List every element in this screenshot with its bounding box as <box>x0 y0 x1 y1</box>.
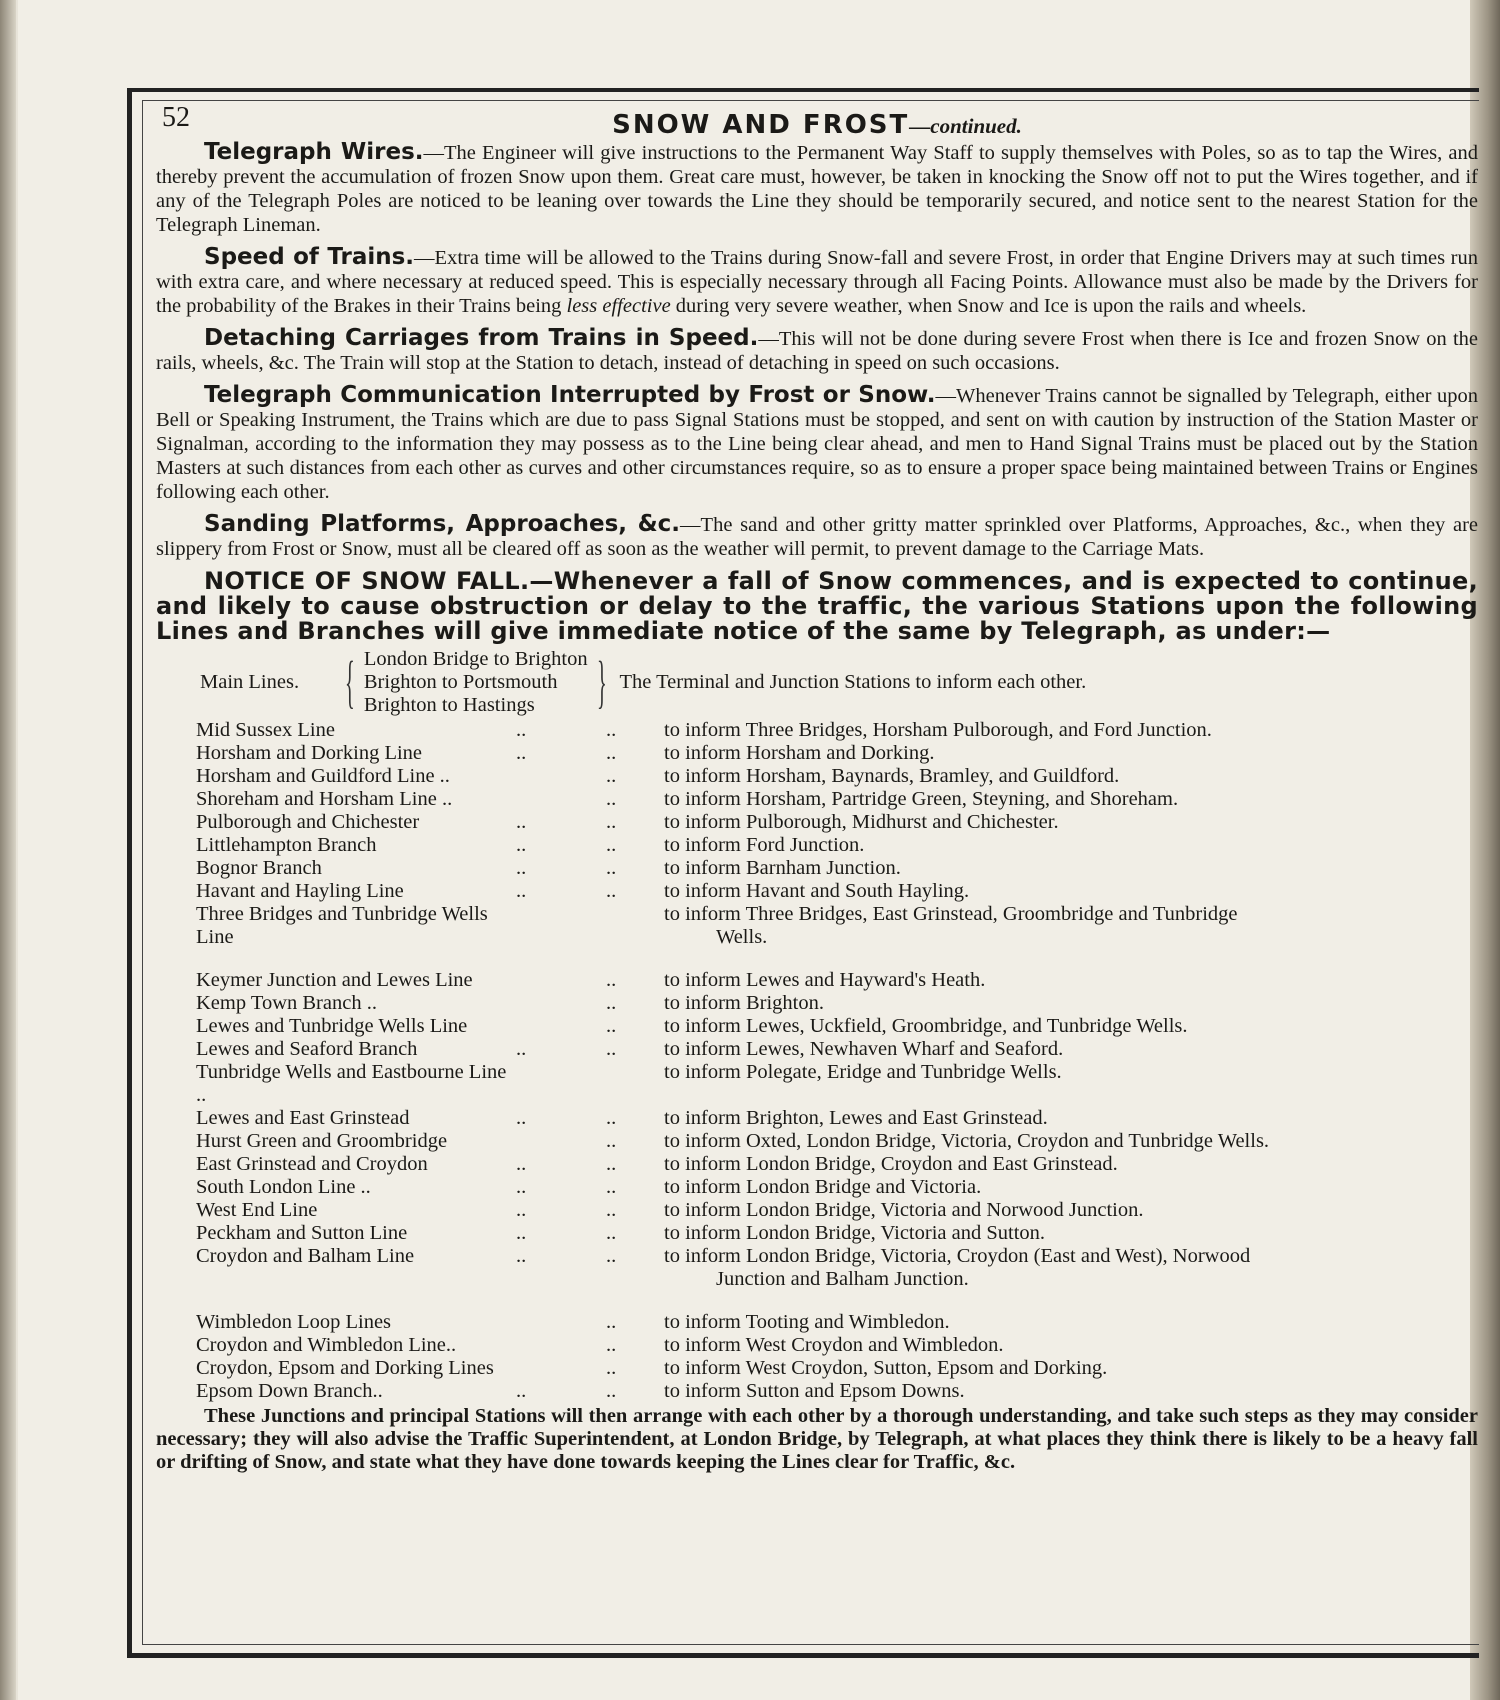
leader-dots <box>606 1061 664 1107</box>
main-line-item: Brighton to Portsmouth <box>363 671 558 693</box>
table-row <box>196 1107 1384 1130</box>
line-name: Kemp Town Branch .. <box>196 992 377 1014</box>
table-row <box>196 1176 1384 1199</box>
line-name: Horsham and Dorking Line <box>196 742 423 764</box>
table-row <box>196 1199 1384 1222</box>
book-left-edge <box>0 0 16 1700</box>
destination-continuation: Junction and Balham Junction. <box>716 1268 969 1290</box>
destination: to inform Havant and South Hayling. <box>664 880 970 902</box>
paragraph-heading: Speed of Trains. <box>204 244 415 270</box>
line-name: Mid Sussex Line <box>196 719 335 741</box>
leader-dots: .. <box>606 1038 617 1060</box>
leader-dots: .. <box>516 1380 527 1402</box>
leader-dots: .. <box>606 742 617 764</box>
table-row <box>196 1130 1384 1153</box>
leader-dots <box>516 1311 606 1334</box>
destination: to inform Ford Junction. <box>664 834 865 856</box>
destination: to inform West Croydon, Sutton, Epsom and Dorking. <box>664 1357 1108 1379</box>
main-lines-label: Main Lines. <box>200 671 300 693</box>
right-brace: } <box>596 649 607 715</box>
line-name: Epsom Down Branch.. <box>196 1380 383 1402</box>
destination: to inform London Bridge and Victoria. <box>664 1176 982 1198</box>
destination-line: to inform London Bridge, Victoria, Croydon (East and West), Norwood <box>664 1245 1251 1267</box>
leader-dots: .. <box>606 1311 617 1333</box>
line-name: Croydon and Wimbledon Line.. <box>196 1334 457 1356</box>
table-row <box>196 834 1384 857</box>
table-row <box>196 1245 1384 1291</box>
leader-dots <box>516 1015 606 1038</box>
leader-dots: .. <box>606 811 617 833</box>
destination: to inform Pulborough, Midhurst and Chichester. <box>664 811 1059 833</box>
destination: to inform London Bridge, Victoria and Sutton. <box>664 1222 1046 1244</box>
table-row <box>196 1222 1384 1245</box>
leader-dots: .. <box>606 1199 617 1221</box>
destination <box>664 1245 1384 1291</box>
table-row <box>196 1038 1384 1061</box>
paragraph-heading: Sanding Platforms, Approaches, &c. <box>204 511 681 537</box>
leader-dots: .. <box>516 834 527 856</box>
leader-dots: .. <box>606 788 617 810</box>
leader-dots <box>516 992 606 1015</box>
leader-dots <box>516 969 606 992</box>
table-row <box>196 742 1384 765</box>
destination: to inform Polegate, Eridge and Tunbridge Wells. <box>664 1061 1062 1083</box>
leader-dots <box>516 1357 606 1380</box>
line-name: South London Line .. <box>196 1176 371 1198</box>
leader-dots: .. <box>516 1107 527 1129</box>
leader-dots: .. <box>606 1153 617 1175</box>
title-suffix: —continued. <box>909 114 1022 138</box>
table-row <box>196 1380 1384 1403</box>
leader-dots: .. <box>516 1176 527 1198</box>
destination: to inform Oxted, London Bridge, Victoria, Croydon and Tunbridge Wells. <box>664 1130 1270 1152</box>
line-name: Shoreham and Horsham Line .. <box>196 788 453 810</box>
main-lines-list <box>364 648 588 717</box>
paragraph <box>156 512 1478 561</box>
paragraph-text: —Extra time will be allowed to the Trains during Snow-fall and severe Frost, in order that Engine Drivers may at such times run with extra care, and where necessary at reduced speed. This is especially necessary through all Facing Points. Allowance must also be made by the Drivers for the probability of the Brakes in their Trains being less effective during very severe weather, when Snow and Ice is upon the rails and wheels. <box>156 247 1478 317</box>
destination: to inform Three Bridges, Horsham Pulborough, and Ford Junction. <box>664 719 1212 741</box>
paragraph-heading: Detaching Carriages from Trains in Speed. <box>204 325 759 351</box>
leader-dots <box>516 1130 606 1153</box>
destination: to inform Tooting and Wimbledon. <box>664 1311 950 1333</box>
table-row <box>196 811 1384 834</box>
leader-dots: .. <box>516 1245 527 1267</box>
paragraph <box>156 326 1478 375</box>
table-row <box>196 1061 1384 1107</box>
leader-dots: .. <box>606 1357 617 1379</box>
destination: to inform Barnham Junction. <box>664 857 901 879</box>
line-name: Keymer Junction and Lewes Line <box>196 969 473 991</box>
leader-dots <box>516 1061 606 1107</box>
line-name: Lewes and East Grinstead <box>196 1107 410 1129</box>
line-name: Hurst Green and Groombridge <box>196 1130 448 1152</box>
table-row <box>196 1357 1384 1380</box>
destination: to inform London Bridge, Victoria and Norwood Junction. <box>664 1199 1144 1221</box>
destination-continuation: Wells. <box>716 926 768 948</box>
line-name: Bognor Branch <box>196 857 322 879</box>
table-row <box>196 1153 1384 1176</box>
notice-text: —Whenever a fall of Snow commences, and is expected to continue, and likely to cause obstruction or delay to the traffic, the various Stations upon the following Lines and Branches will give immediate notice of the same by Telegraph, as under:— <box>156 567 1478 645</box>
table-row <box>196 857 1384 880</box>
leader-dots <box>606 903 664 949</box>
table-row <box>196 992 1384 1015</box>
leader-dots: .. <box>516 811 527 833</box>
table-row <box>196 880 1384 903</box>
main-lines-note: The Terminal and Junction Stations to inform each other. <box>619 671 1087 693</box>
line-name: Pulborough and Chichester <box>196 811 420 833</box>
line-name: Lewes and Seaford Branch <box>196 1038 418 1060</box>
leader-dots: .. <box>606 719 617 741</box>
paragraph-heading: Telegraph Wires. <box>204 139 424 165</box>
spacer-row <box>196 949 1384 969</box>
destination: to inform Sutton and Epsom Downs. <box>664 1380 965 1402</box>
page-number: 52 <box>162 102 190 133</box>
leader-dots: .. <box>606 1245 617 1267</box>
destination: to inform Lewes, Newhaven Wharf and Seaford. <box>664 1038 1064 1060</box>
table-row <box>196 1334 1384 1357</box>
destination: to inform London Bridge, Croydon and East Grinstead. <box>664 1153 1118 1175</box>
line-name: Croydon, Epsom and Dorking Lines <box>196 1357 494 1379</box>
table-row <box>196 788 1384 811</box>
leader-dots: .. <box>606 1107 617 1129</box>
paragraphs <box>156 140 1478 561</box>
line-name: Croydon and Balham Line <box>196 1245 415 1267</box>
destination <box>664 903 1384 949</box>
leader-dots: .. <box>516 719 527 741</box>
leader-dots: .. <box>516 857 527 879</box>
paragraph-text: —The Engineer will give instructions to the Permanent Way Staff to supply themselves with Poles, so as to tap the Wires, and thereby prevent the accumulation of frozen Snow upon them. Great care must, however, be taken in knocking the Snow off not to put the Wires together, and if any of the Telegraph Poles are noticed to be leaning over towards the Line they should be temporarily secured, and notice sent to the nearest Station for the Telegraph Lineman. <box>156 142 1478 236</box>
left-brace: { <box>345 649 355 715</box>
emphasis: less effective <box>566 295 671 317</box>
leader-dots: .. <box>606 1380 617 1402</box>
leader-dots: .. <box>606 880 617 902</box>
line-name: Lewes and Tunbridge Wells Line <box>196 1015 468 1037</box>
leader-dots: .. <box>516 1199 527 1221</box>
leader-dots: .. <box>516 742 527 764</box>
leader-dots: .. <box>606 1334 617 1356</box>
paragraph-text: —This will not be done during severe Frost when there is Ice and frozen Snow on the rails, wheels, &c. The Train will stop at the Station to detach, instead of detaching in speed on such occasions. <box>156 328 1478 374</box>
destination-line: to inform Three Bridges, East Grinstead, Groombridge and Tunbridge <box>664 903 1238 925</box>
leader-dots: .. <box>516 1222 527 1244</box>
table-row <box>196 1311 1384 1334</box>
line-name: Three Bridges and Tunbridge Wells Line <box>196 903 488 948</box>
leader-dots: .. <box>606 765 617 787</box>
leader-dots <box>516 765 606 788</box>
notice-of-snow-fall <box>156 569 1478 644</box>
paragraph <box>156 245 1478 318</box>
line-name: Tunbridge Wells and Eastbourne Line .. <box>196 1061 507 1106</box>
lines-table <box>196 719 1384 1403</box>
paragraph <box>156 383 1478 504</box>
destination: to inform Lewes, Uckfield, Groombridge, and Tunbridge Wells. <box>664 1015 1188 1037</box>
line-name: Horsham and Guildford Line .. <box>196 765 450 787</box>
destination: to inform Brighton, Lewes and East Grinstead. <box>664 1107 1048 1129</box>
page-header <box>156 100 1478 140</box>
table-row <box>196 719 1384 742</box>
leader-dots: .. <box>606 1176 617 1198</box>
table-row <box>196 765 1384 788</box>
leader-dots <box>516 903 606 949</box>
leader-dots: .. <box>606 1130 617 1152</box>
paragraph <box>156 140 1478 237</box>
notice-heading: NOTICE OF SNOW FALL. <box>204 567 530 595</box>
leader-dots: .. <box>516 880 527 902</box>
main-lines <box>200 648 1478 717</box>
line-name: West End Line <box>196 1199 318 1221</box>
leader-dots <box>516 788 606 811</box>
page-content <box>156 100 1478 1660</box>
destination: to inform Brighton. <box>664 992 825 1014</box>
destination: to inform Horsham, Partridge Green, Steyning, and Shoreham. <box>664 788 1179 810</box>
paragraph-heading: Telegraph Communication Interrupted by Frost or Snow. <box>204 382 936 408</box>
line-name: Peckham and Sutton Line <box>196 1222 408 1244</box>
leader-dots: .. <box>606 857 617 879</box>
page-title: SNOW AND FROST—continued. <box>612 110 1022 140</box>
leader-dots: .. <box>606 1015 617 1037</box>
main-line-item: Brighton to Hastings <box>363 694 535 716</box>
paragraph-text: —Whenever Trains cannot be signalled by Telegraph, either upon Bell or Speaking Instrument, the Trains which are due to pass Signal Stations must be stopped, and sent on with caution by instruction of the Station Master or Signalman, according to the information they may possess as to the Line being clear ahead, and men to Hand Signal Trains must be placed out by the Station Masters at such distances from each other as curves and other circumstances require, so as to ensure a proper space being maintained between Trains or Engines following each other. <box>156 385 1478 503</box>
spacer-row <box>196 1291 1384 1311</box>
leader-dots: .. <box>516 1153 527 1175</box>
line-name: Wimbledon Loop Lines <box>196 1311 392 1333</box>
main-line-item: London Bridge to Brighton <box>363 648 588 670</box>
table-row <box>196 903 1384 949</box>
leader-dots: .. <box>606 969 617 991</box>
table-row <box>196 1015 1384 1038</box>
leader-dots: .. <box>516 1038 527 1060</box>
destination: to inform Horsham and Dorking. <box>664 742 935 764</box>
leader-dots: .. <box>606 1222 617 1244</box>
destination: to inform West Croydon and Wimbledon. <box>664 1334 1004 1356</box>
closing-paragraph: These Junctions and principal Stations will then arrange with each other by a thorough understanding, and take such steps as they may consider necessary; they will also advise the Traffic Superintendent, at London Bridge, by Telegraph, at what places they think there is likely to be a heavy fall or drifting of Snow, and state what they have done towards keeping the Lines clear for Traffic, &c. <box>156 1405 1478 1473</box>
line-name: East Grinstead and Croydon <box>196 1153 428 1175</box>
paragraph-text: —The sand and other gritty matter sprinkled over Platforms, Approaches, &c., when they are slippery from Frost or Snow, must all be cleared off as soon as the weather will permit, to prevent damage to the Carriage Mats. <box>156 514 1478 560</box>
line-name: Havant and Hayling Line <box>196 880 404 902</box>
leader-dots <box>516 1334 606 1357</box>
destination: to inform Horsham, Baynards, Bramley, and Guildford. <box>664 765 1120 787</box>
line-name: Littlehampton Branch <box>196 834 377 856</box>
leader-dots: .. <box>606 834 617 856</box>
table-row <box>196 969 1384 992</box>
leader-dots: .. <box>606 992 617 1014</box>
destination: to inform Lewes and Hayward's Heath. <box>664 969 986 991</box>
